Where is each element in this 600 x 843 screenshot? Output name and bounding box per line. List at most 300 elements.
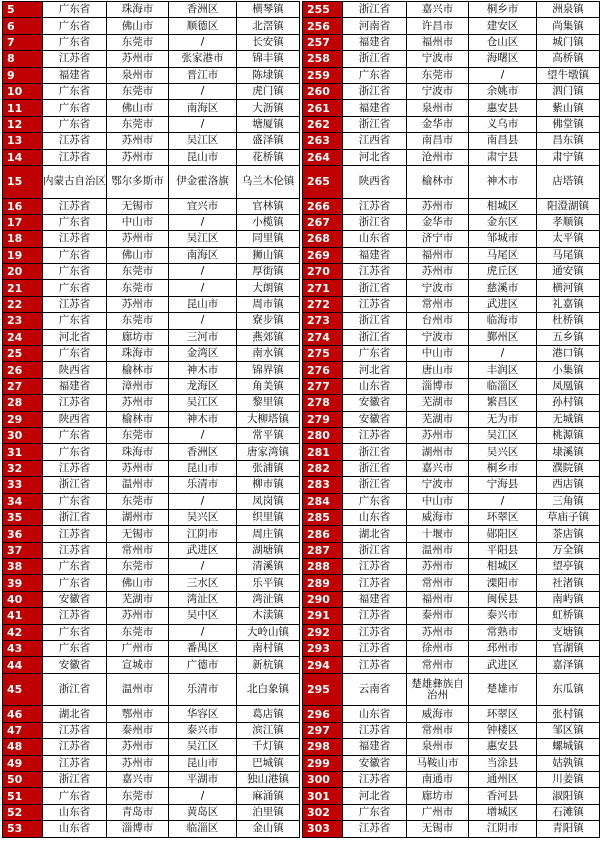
district-cell: 义乌市: [469, 116, 537, 132]
table-row: [303, 133, 600, 149]
city-cell: 东莞市: [107, 624, 169, 640]
city-cell: 温州市: [107, 673, 169, 706]
city-cell: 广州市: [407, 804, 469, 820]
province-cell: 广东省: [43, 313, 107, 329]
district-cell: 泰兴市: [469, 608, 537, 624]
province-cell: 浙江省: [343, 116, 407, 132]
table-row: [303, 67, 600, 83]
district-cell: /: [169, 116, 237, 132]
province-cell: 河北省: [343, 362, 407, 378]
town-cell: 支塘镇: [537, 624, 600, 640]
table-row: [3, 329, 300, 345]
table-row: [3, 214, 300, 230]
province-cell: 福建省: [343, 739, 407, 755]
table-row: [3, 608, 300, 624]
city-cell: 中山市: [407, 493, 469, 509]
city-cell: 苏州市: [407, 559, 469, 575]
town-cell: 金山镇: [237, 821, 300, 837]
town-cell: 南屿镇: [537, 591, 600, 607]
province-cell: 浙江省: [343, 542, 407, 558]
rank-number: 12: [3, 116, 43, 132]
province-cell: 江苏省: [43, 460, 107, 476]
rank-number: 266: [303, 198, 343, 214]
province-cell: 福建省: [43, 67, 107, 83]
province-cell: 浙江省: [343, 329, 407, 345]
district-cell: 神木市: [169, 362, 237, 378]
city-cell: 东莞市: [107, 313, 169, 329]
city-cell: 嘉兴市: [107, 771, 169, 787]
district-cell: 邳州市: [469, 641, 537, 657]
town-cell: 茶店镇: [537, 526, 600, 542]
table-row: [303, 427, 600, 443]
province-cell: 福建省: [343, 100, 407, 116]
province-cell: 江苏省: [343, 264, 407, 280]
district-cell: 仓山区: [469, 34, 537, 50]
table-row: [3, 755, 300, 771]
town-cell: 大朗镇: [237, 280, 300, 296]
table-row: [303, 83, 600, 99]
rank-number: 297: [303, 722, 343, 738]
province-cell: 江苏省: [43, 542, 107, 558]
table-row: [303, 591, 600, 607]
city-cell: 广州市: [107, 641, 169, 657]
table-row: [3, 51, 300, 67]
city-cell: 榆林市: [107, 362, 169, 378]
city-cell: 常州市: [407, 575, 469, 591]
district-cell: /: [169, 427, 237, 443]
district-cell: 临淄区: [469, 378, 537, 394]
district-cell: 昆山市: [169, 149, 237, 165]
table-row: [303, 444, 600, 460]
province-cell: 安徽省: [343, 395, 407, 411]
district-cell: 番禺区: [169, 641, 237, 657]
rank-number: 15: [3, 165, 43, 198]
table-row: [303, 149, 600, 165]
table-row: [3, 624, 300, 640]
district-cell: 江阴市: [469, 821, 537, 837]
rank-number: 284: [303, 493, 343, 509]
table-row: [303, 51, 600, 67]
district-cell: 临海市: [469, 313, 537, 329]
district-cell: /: [169, 493, 237, 509]
city-cell: 东莞市: [107, 280, 169, 296]
rank-number: 301: [303, 788, 343, 804]
province-cell: 浙江省: [343, 313, 407, 329]
district-cell: 海曙区: [469, 51, 537, 67]
town-cell: 塘厦镇: [237, 116, 300, 132]
rank-number: 24: [3, 329, 43, 345]
town-cell: 虹桥镇: [537, 608, 600, 624]
province-cell: 广东省: [43, 2, 107, 18]
table-row: [303, 706, 600, 722]
city-cell: 芜湖市: [407, 411, 469, 427]
table-row: [303, 411, 600, 427]
town-cell: 周市镇: [237, 296, 300, 312]
city-cell: 泉州市: [407, 739, 469, 755]
table-row: [3, 362, 300, 378]
city-cell: 徐州市: [407, 641, 469, 657]
province-cell: 浙江省: [43, 477, 107, 493]
city-cell: 福州市: [407, 247, 469, 263]
province-cell: 浙江省: [43, 509, 107, 525]
province-cell: 广东省: [43, 264, 107, 280]
town-cell: 官湖镇: [537, 641, 600, 657]
province-cell: 江苏省: [43, 722, 107, 738]
district-cell: 晋江市: [169, 67, 237, 83]
province-cell: 浙江省: [343, 51, 407, 67]
district-cell: 张家港市: [169, 51, 237, 67]
city-cell: 珠海市: [107, 2, 169, 18]
province-cell: 江苏省: [343, 657, 407, 673]
district-cell: 建安区: [469, 18, 537, 34]
table-row: [303, 624, 600, 640]
table-row: [303, 673, 600, 706]
district-cell: 金湾区: [169, 346, 237, 362]
district-cell: 武进区: [469, 657, 537, 673]
city-cell: 青岛市: [107, 804, 169, 820]
province-cell: 山东省: [43, 804, 107, 820]
town-cell: 柳市镇: [237, 477, 300, 493]
district-cell: 龙海区: [169, 378, 237, 394]
table-row: [303, 788, 600, 804]
table-row: [303, 559, 600, 575]
province-cell: 广东省: [343, 346, 407, 362]
table-row: [3, 18, 300, 34]
city-cell: 苏州市: [107, 51, 169, 67]
rank-number: 6: [3, 18, 43, 34]
district-cell: 惠安县: [469, 100, 537, 116]
district-cell: 吴中区: [169, 608, 237, 624]
city-cell: 淄博市: [107, 821, 169, 837]
district-cell: 马尾区: [469, 247, 537, 263]
city-cell: 东莞市: [107, 264, 169, 280]
district-cell: 神木市: [169, 411, 237, 427]
rank-number: 32: [3, 460, 43, 476]
district-cell: 环翠区: [469, 706, 537, 722]
town-cell: 西店镇: [537, 477, 600, 493]
table-row: [3, 493, 300, 509]
city-cell: 苏州市: [407, 624, 469, 640]
town-cell: 黎里镇: [237, 395, 300, 411]
district-cell: 江阴市: [169, 526, 237, 542]
rank-number: 303: [303, 821, 343, 837]
table-row: [303, 395, 600, 411]
district-cell: 虎丘区: [469, 264, 537, 280]
city-cell: 中山市: [407, 346, 469, 362]
rank-number: 41: [3, 608, 43, 624]
town-cell: 寮步镇: [237, 313, 300, 329]
table-row: [3, 722, 300, 738]
district-cell: 黄岛区: [169, 804, 237, 820]
province-cell: 广东省: [43, 575, 107, 591]
district-cell: 宜兴市: [169, 198, 237, 214]
rank-number: 53: [3, 821, 43, 837]
town-cell: 唐家湾镇: [237, 444, 300, 460]
rank-number: 271: [303, 280, 343, 296]
town-cell: 织里镇: [237, 509, 300, 525]
district-cell: 吴江区: [469, 427, 537, 443]
city-cell: 榆林市: [107, 411, 169, 427]
table-row: [303, 116, 600, 132]
city-cell: 苏州市: [107, 739, 169, 755]
rank-number: 299: [303, 755, 343, 771]
city-cell: 苏州市: [107, 231, 169, 247]
town-cell: 乐平镇: [237, 575, 300, 591]
province-cell: 广东省: [43, 100, 107, 116]
city-cell: 鄂尔多斯市: [107, 165, 169, 198]
province-cell: 安徽省: [43, 657, 107, 673]
town-cell: 店塔镇: [537, 165, 600, 198]
province-cell: 山东省: [343, 231, 407, 247]
town-cell: 千灯镇: [237, 739, 300, 755]
town-cell: 姑孰镇: [537, 755, 600, 771]
province-cell: 江苏省: [43, 198, 107, 214]
province-cell: 江苏省: [343, 771, 407, 787]
rank-number: 38: [3, 559, 43, 575]
table-row: [3, 346, 300, 362]
rank-number: 256: [303, 18, 343, 34]
rank-number: 289: [303, 575, 343, 591]
city-cell: 苏州市: [407, 198, 469, 214]
table-row: [3, 542, 300, 558]
rank-number: 35: [3, 509, 43, 525]
district-cell: /: [169, 264, 237, 280]
table-row: [3, 264, 300, 280]
rank-number: 302: [303, 804, 343, 820]
rank-number: 282: [303, 460, 343, 476]
province-cell: 江苏省: [43, 149, 107, 165]
province-cell: 江苏省: [43, 739, 107, 755]
province-cell: 浙江省: [343, 477, 407, 493]
city-cell: 金华市: [407, 214, 469, 230]
province-cell: 江苏省: [43, 526, 107, 542]
rank-number: 278: [303, 395, 343, 411]
rank-number: 47: [3, 722, 43, 738]
province-cell: 福建省: [343, 591, 407, 607]
rank-number: 27: [3, 378, 43, 394]
table-row: [3, 657, 300, 673]
rank-number: 257: [303, 34, 343, 50]
district-cell: 南海区: [169, 100, 237, 116]
table-row: [3, 575, 300, 591]
town-cell: 东瓜镇: [537, 673, 600, 706]
table-row: [303, 608, 600, 624]
district-cell: 乐清市: [169, 477, 237, 493]
table-row: [3, 509, 300, 525]
town-cell: 厚街镇: [237, 264, 300, 280]
rank-number: 17: [3, 214, 43, 230]
district-cell: 肃宁县: [469, 149, 537, 165]
district-cell: /: [169, 313, 237, 329]
town-cell: 淑阳镇: [537, 788, 600, 804]
town-cell: 凤岗镇: [237, 493, 300, 509]
district-cell: 钟楼区: [469, 722, 537, 738]
table-row: [3, 821, 300, 837]
rank-number: 21: [3, 280, 43, 296]
district-cell: 临淄区: [169, 821, 237, 837]
city-cell: 唐山市: [407, 362, 469, 378]
town-cell: 杜桥镇: [537, 313, 600, 329]
city-cell: 温州市: [107, 477, 169, 493]
town-cell: 无城镇: [537, 411, 600, 427]
city-cell: 无锡市: [107, 198, 169, 214]
district-cell: 无为市: [469, 411, 537, 427]
province-cell: 陕西省: [43, 362, 107, 378]
city-cell: 芜湖市: [407, 395, 469, 411]
district-cell: 南海区: [169, 247, 237, 263]
city-cell: 嘉兴市: [407, 2, 469, 18]
city-cell: 中山市: [107, 214, 169, 230]
town-cell: 锦丰镇: [237, 51, 300, 67]
province-cell: 江苏省: [343, 559, 407, 575]
district-cell: 三水区: [169, 575, 237, 591]
province-cell: 江苏省: [43, 755, 107, 771]
province-cell: 浙江省: [343, 214, 407, 230]
rank-number: 294: [303, 657, 343, 673]
table-row: [303, 100, 600, 116]
city-cell: 楚雄彝族自治州: [407, 673, 469, 706]
city-cell: 佛山市: [107, 18, 169, 34]
district-cell: 香洲区: [169, 444, 237, 460]
province-cell: 浙江省: [343, 460, 407, 476]
district-cell: 吴江区: [169, 395, 237, 411]
town-cell: 陈埭镇: [237, 67, 300, 83]
table-row: [303, 231, 600, 247]
district-cell: 相城区: [469, 559, 537, 575]
town-cell: 滨江镇: [237, 722, 300, 738]
district-cell: /: [169, 280, 237, 296]
town-cell: 大沥镇: [237, 100, 300, 116]
town-cell: 南村镇: [237, 641, 300, 657]
town-cell: 泗门镇: [537, 83, 600, 99]
town-cell: 港口镇: [537, 346, 600, 362]
city-cell: 宁波市: [407, 329, 469, 345]
table-row: [303, 542, 600, 558]
rank-number: 280: [303, 427, 343, 443]
table-row: [3, 591, 300, 607]
rank-number: 296: [303, 706, 343, 722]
city-cell: 马鞍山市: [407, 755, 469, 771]
table-row: [303, 526, 600, 542]
district-cell: 当涂县: [469, 755, 537, 771]
town-cell: 阳澄湖镇: [537, 198, 600, 214]
rank-number: 7: [3, 34, 43, 50]
table-row: [3, 395, 300, 411]
town-cell: 邹区镇: [537, 722, 600, 738]
table-row: [303, 657, 600, 673]
province-cell: 浙江省: [43, 673, 107, 706]
town-cell: 狮山镇: [237, 247, 300, 263]
rank-number: 25: [3, 346, 43, 362]
province-cell: 广东省: [43, 280, 107, 296]
province-cell: 江苏省: [43, 51, 107, 67]
table-row: [3, 411, 300, 427]
district-cell: /: [169, 83, 237, 99]
town-cell: 乌兰木伦镇: [237, 165, 300, 198]
town-cell: 新杭镇: [237, 657, 300, 673]
rank-number: 48: [3, 739, 43, 755]
city-cell: 东莞市: [107, 427, 169, 443]
table-row: [3, 477, 300, 493]
town-cell: 官林镇: [237, 198, 300, 214]
town-cell: 小榄镇: [237, 214, 300, 230]
rank-number: 267: [303, 214, 343, 230]
city-cell: 无锡市: [407, 821, 469, 837]
city-cell: 许昌市: [407, 18, 469, 34]
city-cell: 十堰市: [407, 526, 469, 542]
district-cell: 常熟市: [469, 624, 537, 640]
province-cell: 广东省: [43, 427, 107, 443]
town-cell: 青阳镇: [537, 821, 600, 837]
province-cell: 广东省: [43, 83, 107, 99]
town-cell: 石滩镇: [537, 804, 600, 820]
town-cell: 高桥镇: [537, 51, 600, 67]
province-cell: 广东省: [43, 493, 107, 509]
table-row: [303, 821, 600, 837]
town-cell: 社渚镇: [537, 575, 600, 591]
province-cell: 江苏省: [43, 231, 107, 247]
table-row: [3, 247, 300, 263]
province-cell: 江苏省: [343, 641, 407, 657]
city-cell: 常州市: [407, 296, 469, 312]
district-cell: 伊金霍洛旗: [169, 165, 237, 198]
rank-number: 10: [3, 83, 43, 99]
town-cell: 盛泽镇: [237, 133, 300, 149]
province-cell: 江苏省: [343, 296, 407, 312]
rank-number: 51: [3, 788, 43, 804]
province-cell: 江苏省: [343, 608, 407, 624]
city-cell: 榆林市: [407, 165, 469, 198]
district-cell: 香洲区: [169, 2, 237, 18]
rank-number: 13: [3, 133, 43, 149]
district-cell: 金东区: [469, 214, 537, 230]
town-cell: 泊里镇: [237, 804, 300, 820]
city-cell: 东莞市: [107, 83, 169, 99]
rank-number: 287: [303, 542, 343, 558]
province-cell: 山东省: [343, 706, 407, 722]
table-row: [3, 526, 300, 542]
district-cell: /: [169, 34, 237, 50]
rank-number: 272: [303, 296, 343, 312]
city-cell: 常州市: [407, 722, 469, 738]
table-row: [303, 165, 600, 198]
table-row: [3, 788, 300, 804]
town-cell: 望亭镇: [537, 559, 600, 575]
rank-number: 31: [3, 444, 43, 460]
province-cell: 河南省: [343, 18, 407, 34]
town-cell: 礼嘉镇: [537, 296, 600, 312]
table-row: [3, 641, 300, 657]
city-cell: 福州市: [407, 34, 469, 50]
rank-number: 52: [3, 804, 43, 820]
city-cell: 福州市: [407, 591, 469, 607]
town-cell: 北白象镇: [237, 673, 300, 706]
district-cell: 环翠区: [469, 509, 537, 525]
province-cell: 河北省: [343, 788, 407, 804]
district-cell: /: [169, 624, 237, 640]
district-cell: 吴兴区: [169, 509, 237, 525]
town-cell: 麻涌镇: [237, 788, 300, 804]
rank-number: 262: [303, 116, 343, 132]
city-cell: 宁波市: [407, 83, 469, 99]
rank-number: 260: [303, 83, 343, 99]
table-row: [303, 477, 600, 493]
district-cell: 平湖市: [169, 771, 237, 787]
district-cell: 相城区: [469, 198, 537, 214]
town-cell: 肃宁镇: [537, 149, 600, 165]
table-row: [303, 493, 600, 509]
province-cell: 江西省: [343, 133, 407, 149]
